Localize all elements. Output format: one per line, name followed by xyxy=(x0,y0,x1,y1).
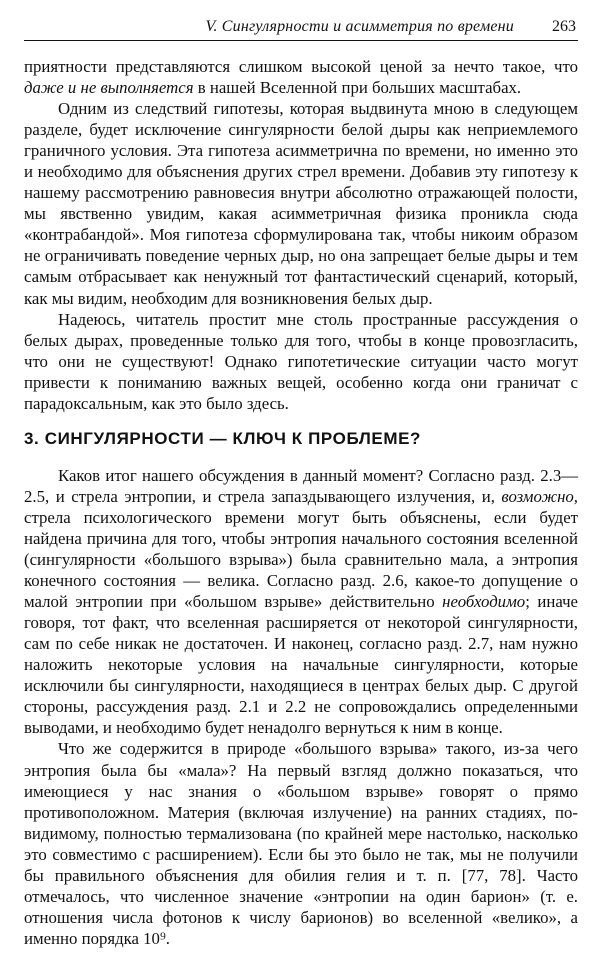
text-run: ; иначе говоря, тот факт, что вселенная расширяется от некоторой сингулярности, сам по себе никак не достаточен. И наконец, согласно разд. 2.7, нам нужно наложить некоторые условия на начальные сингулярности, которые исключили бы сингулярности, находящиеся в центрах белых дыр. С другой стороны, рассуждения разд. 2.1 и 2.2 не сопровождались определенными выводами, и необходимо будет ненадолго вернуться к ним в конце. xyxy=(24,592,578,738)
emphasis: даже и не выполняется xyxy=(24,78,194,98)
text-run: приятности представляются слишком высокой ценой за нечто такое, что xyxy=(24,57,578,76)
text-run: в нашей Вселенной при больших масштабах. xyxy=(193,78,522,98)
running-title: V. Сингулярности и асимметрия по времени xyxy=(205,18,514,35)
text-run: стрела психологического времени могут быть объяснены, если будет найдена причина для того, чтобы энтропия начального состояния вселенной (сингулярности «большого взрыва») была сравнительно мала, а энтропия конечного состояния — велика. Согласно разд. 2.6, какое-то допущение о малой энтропии при «большом взрыве» действительно xyxy=(24,507,578,612)
section-heading: 3. СИНГУЛЯРНОСТИ — КЛЮЧ К ПРОБЛЕМЕ? xyxy=(24,428,422,448)
page-body xyxy=(24,56,578,949)
paragraph: Надеюсь, читатель простит мне столь пространные рассуждения о белых дырах, проведенные только для того, чтобы в конце провозгласить, что они не существуют! Однако гипотетические ситуации часто могут привести к пониманию важных вещей, особенно когда они граничат с парадоксальным, как это было здесь. xyxy=(24,309,578,413)
paragraph: Что же содержится в природе «большого взрыва» такого, из-за чего энтропия была бы «мала»? На первый взгляд должно показаться, что имеющиеся у нас знания о «большом взрыве» говорят о прямо противоположном. Материя (включая излучение) на ранних стадиях, по-видимому, полностью термализована (по крайней мере настолько, насколько это совместимо с расширением). Если бы это было не так, мы не получили бы правильного объяснения для обилия гелия и т. п. [77, 78]. Часто отмечалось, что численное значение «энтропии на один барион» (т. е. отношения числа фотонов к числу барионов) во вселенной «велико», а именно порядка 10⁹. xyxy=(24,739,578,948)
emphasis: возможно, xyxy=(501,486,578,506)
page-number: 263 xyxy=(552,18,576,35)
text-run: Каков итог нашего обсуждения в данный момент? Согласно разд. 2.3—2.5, и стрела энтропии, и стрела запаздывающего излучения, и, xyxy=(24,465,578,506)
paragraph-continued xyxy=(24,56,578,98)
emphasis: необходимо xyxy=(442,592,526,612)
paragraph xyxy=(24,465,578,739)
running-header xyxy=(24,14,578,41)
paragraph: Одним из следствий гипотезы, которая выдвинута мною в следующем разделе, будет исключение сингулярности белой дыры как неприемлемого граничного условия. Эта гипотеза асимметрична по времени, но именно это и необходимо для объяснения других стрел времени. Добавив эту гипотезу к нашему рассмотрению равновесия внутри абсолютно отражающей полости, мы явственно увидим, какая асимметричная физика проникла сюда «контрабандой». Моя гипотеза сформулирована так, чтобы никоим образом не ограничивать поведение черных дыр, но она запрещает белые дыры и тем самым отбрасывает как ненужный тот фантастический сценарий, который, как мы видим, необходим для возникновения белых дыр. xyxy=(24,99,578,308)
